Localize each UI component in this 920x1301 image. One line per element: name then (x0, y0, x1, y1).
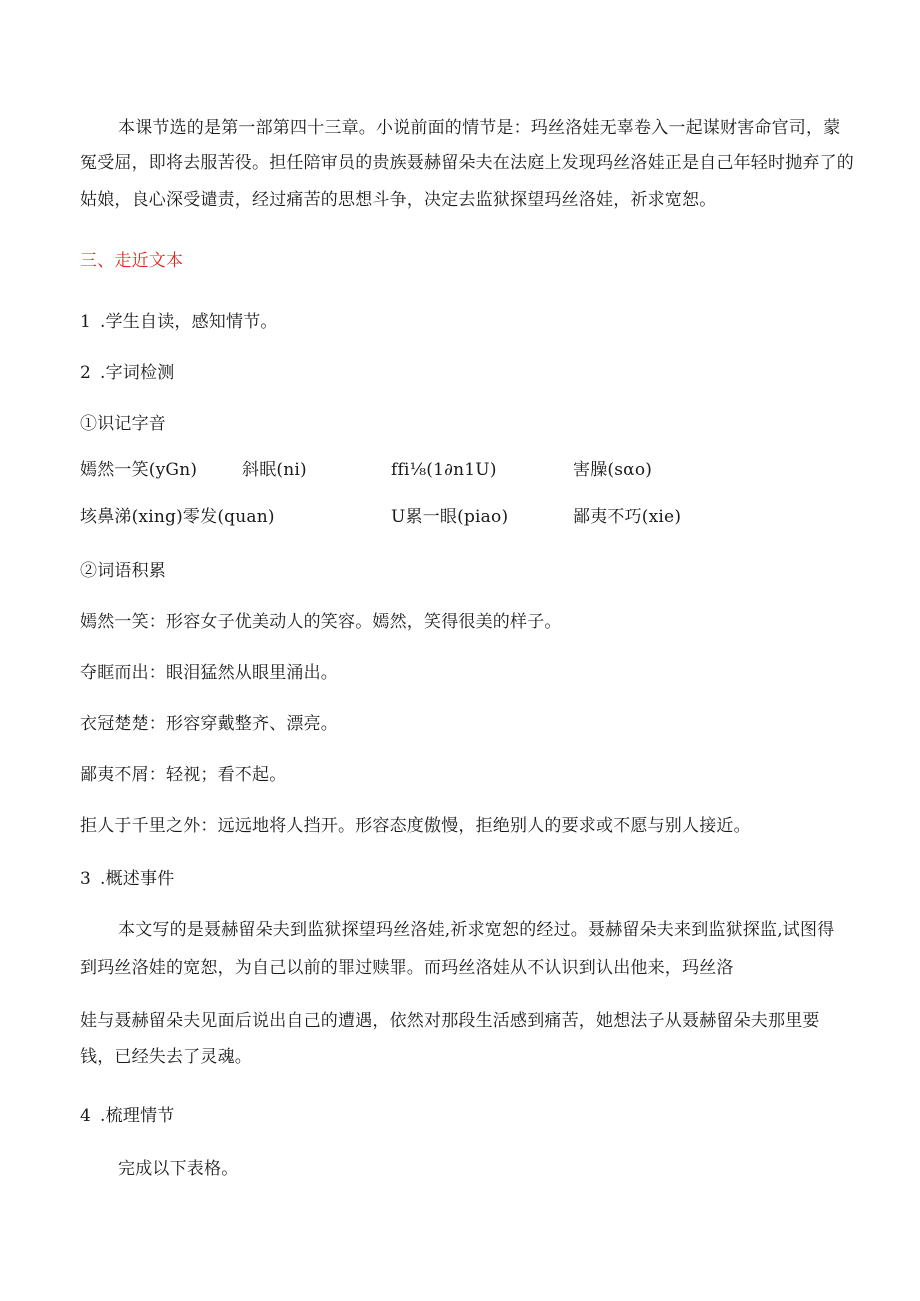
vocab-entry: 衣冠楚楚：形容穿戴整齐、漂亮。 (80, 714, 338, 734)
summary-line-4: 钱，已经失去了灵魂。 (80, 1047, 252, 1067)
pronunciation-item: 害臊(sαo) (573, 460, 653, 480)
summary-line-1: 本文写的是聂赫留朵夫到监狱探望玛丝洛娃,祈求宽恕的经过。聂赫留朵夫来到监狱探监,试图得 (118, 920, 835, 940)
item-1-text: .学生自读，感知情节。 (100, 312, 278, 332)
summary-line-2: 到玛丝洛娃的宽恕，为自己以前的罪过赎罪。而玛丝洛娃从不认识到认出他来，玛丝洛 (80, 958, 734, 978)
item-1 (80, 309, 278, 335)
vocab-entry: 夺眶而出：眼泪猛然从眼里涌出。 (80, 663, 338, 683)
intro-line-3: 姑娘，良心深受谴责，经过痛苦的思想斗争，决定去监狱探望玛丝洛娃，祈求宽恕。 (80, 190, 717, 210)
pronunciation-item: ffi⅛(1∂n1U) (391, 460, 497, 480)
item-3-text: .概述事件 (100, 869, 175, 889)
vocab-entry: 拒人于千里之外：远远地将人挡开。形容态度傲慢，拒绝别人的要求或不愿与别人接近。 (80, 816, 751, 836)
pronunciation-item: 垓鼻涕(xing)零发(quan) (80, 507, 275, 527)
item-2 (80, 360, 174, 386)
complete-table-instruction: 完成以下表格。 (118, 1159, 239, 1179)
item-1-number: 1 (80, 312, 92, 332)
vocab-entry: 嫣然一笑：形容女子优美动人的笑容。嫣然，笑得很美的样子。 (80, 612, 562, 632)
section-heading: 三、走近文本 (80, 251, 184, 271)
item-4-text: .梳理情节 (100, 1106, 175, 1126)
item-4-number: 4 (80, 1106, 92, 1126)
pronunciation-row-1 (0, 457, 920, 483)
pronunciation-item: U累一眼(piao) (391, 507, 509, 527)
vocab-entry: 鄙夷不屑：轻视；看不起。 (80, 765, 287, 785)
pronunciation-item: 斜眠(ni) (242, 460, 307, 480)
pronunciation-item: 鄙夷不巧(xie) (573, 507, 682, 527)
intro-line-1: 本课节选的是第一部第四十三章。小说前面的情节是：玛丝洛娃无辜卷入一起谋财害命官司，蒙 (118, 118, 841, 138)
summary-line-3: 娃与聂赫留朵夫见面后说出自己的遭遇，依然对那段生活感到痛苦，她想法子从聂赫留朵夫那里要 (80, 1011, 820, 1031)
intro-line-2: 冤受屈，即将去服苦役。担任陪审员的贵族聂赫留朵夫在法庭上发现玛丝洛娃正是自己年轻时抛弃了的 (80, 153, 854, 173)
item-4 (80, 1103, 174, 1129)
item-2-number: 2 (80, 363, 92, 383)
item-2-text: .字词检测 (100, 363, 175, 383)
sub-heading-vocab: ②词语积累 (80, 561, 166, 581)
sub-heading-pronunciation: ①识记字音 (80, 414, 166, 434)
item-3-number: 3 (80, 869, 92, 889)
pronunciation-row-2 (0, 504, 920, 530)
pronunciation-item: 嫣然一笑(yGn) (80, 460, 198, 480)
item-3 (80, 866, 174, 892)
